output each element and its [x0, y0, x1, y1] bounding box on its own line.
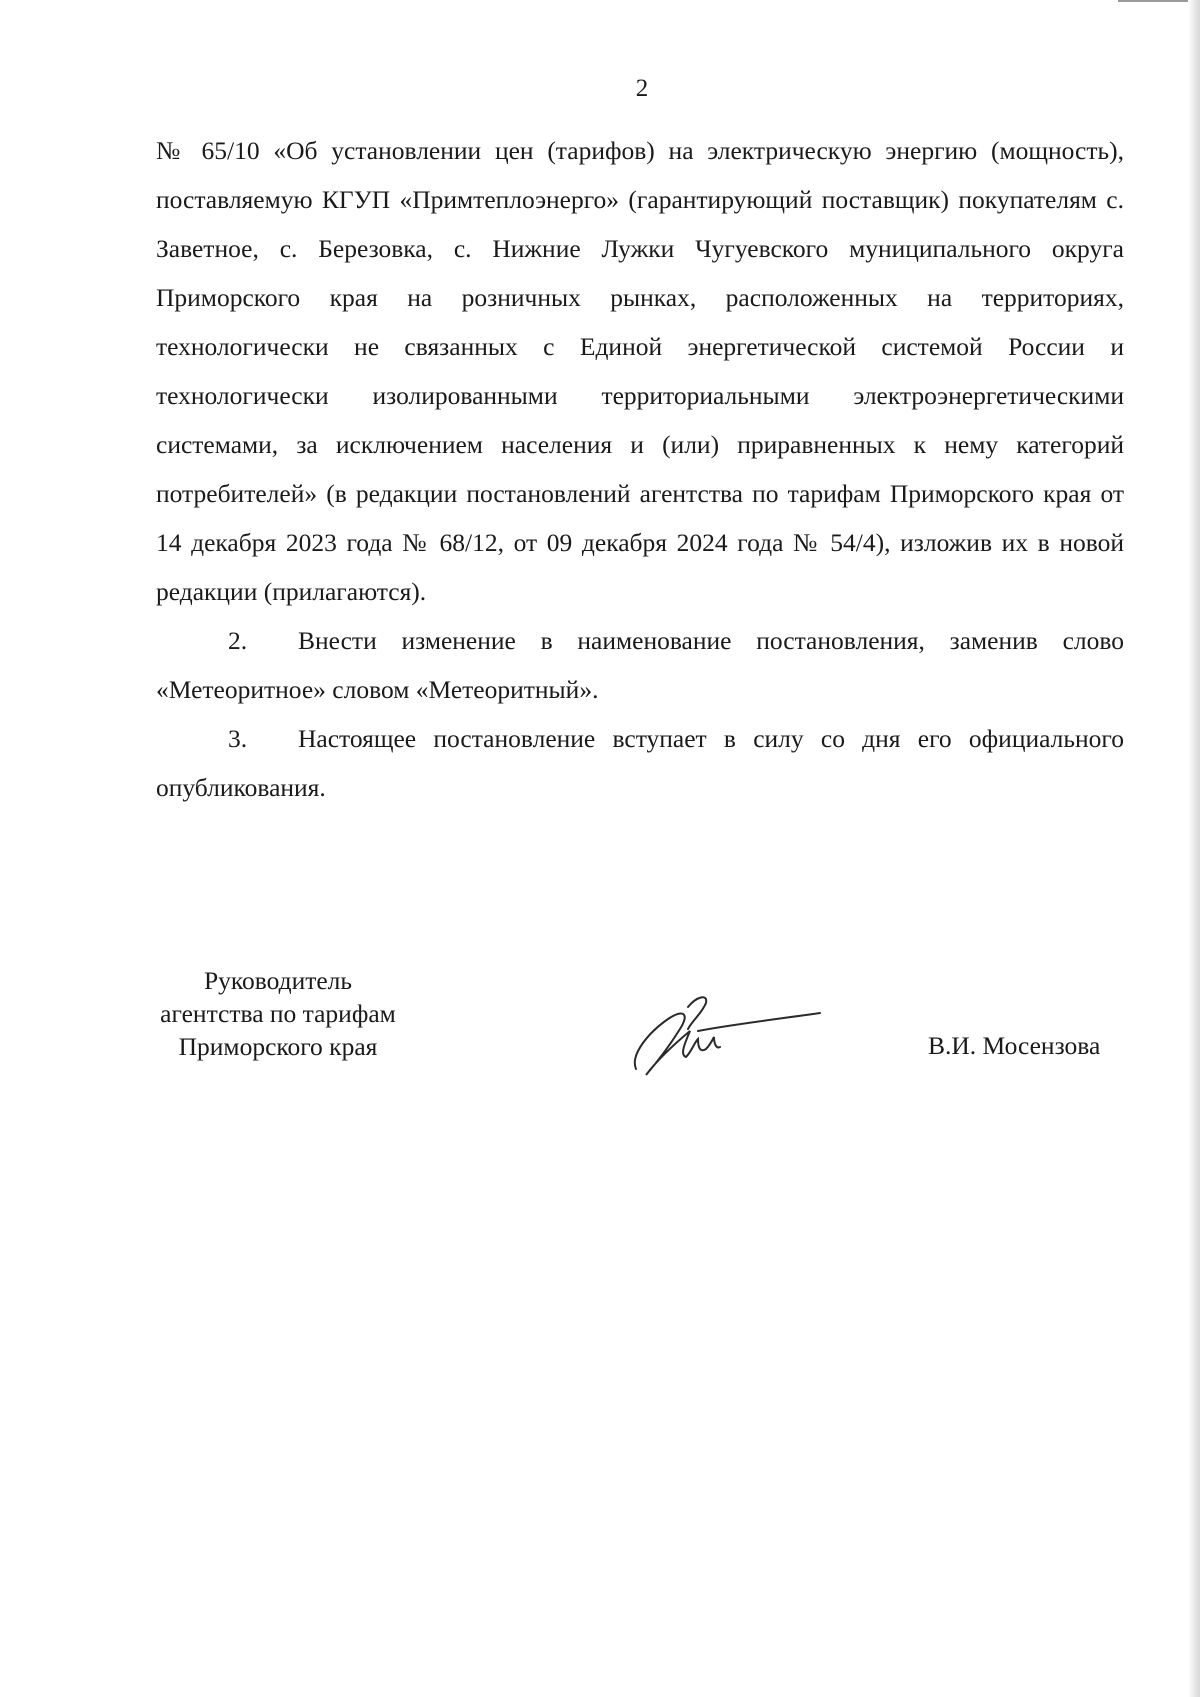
paragraph-item-2: [156, 616, 1124, 714]
position-line: Приморского края: [178, 1032, 378, 1061]
scan-mark: [1118, 0, 1188, 2]
scan-edge: [1188, 0, 1200, 1697]
position-line: Руководитель: [203, 966, 353, 995]
position-line: агентства по тарифам: [160, 999, 396, 1028]
paragraph-item-3: [156, 714, 1124, 812]
item-text: Внести изменение в наименование постановления, заменив слово «Метеоритное» словом «Метеоритный».: [156, 626, 1124, 704]
page-number: 2: [635, 75, 649, 102]
signer-name: В.И. Мосензова: [928, 1031, 1101, 1060]
paragraph-intro: № 65/10 «Об установлении цен (тарифов) на электрическую энергию (мощность), поставляемую КГУП «Примтеплоэнерго» (гарантирующий поставщик) покупателям с. Заветное, с. Березовка, с. Нижние Лужки Чугуевского муниципального округа Приморского края на розничных рынках, расположенных на территориях, технологически не связанных с Единой энергетической системой России и технологически изолированными территориальными электроэнергетическими системами, за исключением населения и (или) приравненных к нему категорий потребителей» (в редакции постановлений агентства по тарифам Приморского края от 14 декабря 2023 года № 68/12, от 09 декабря 2024 года № 54/4), изложив их в новой редакции (прилагаются).: [156, 136, 1124, 606]
item-text: Настоящее постановление вступает в силу со дня его официального опубликования.: [156, 724, 1124, 802]
document-body: [156, 126, 1124, 812]
item-number: 3.: [228, 724, 248, 753]
signatory-position: [140, 964, 416, 1063]
handwritten-signature: [628, 985, 828, 1085]
item-number: 2.: [228, 626, 248, 655]
